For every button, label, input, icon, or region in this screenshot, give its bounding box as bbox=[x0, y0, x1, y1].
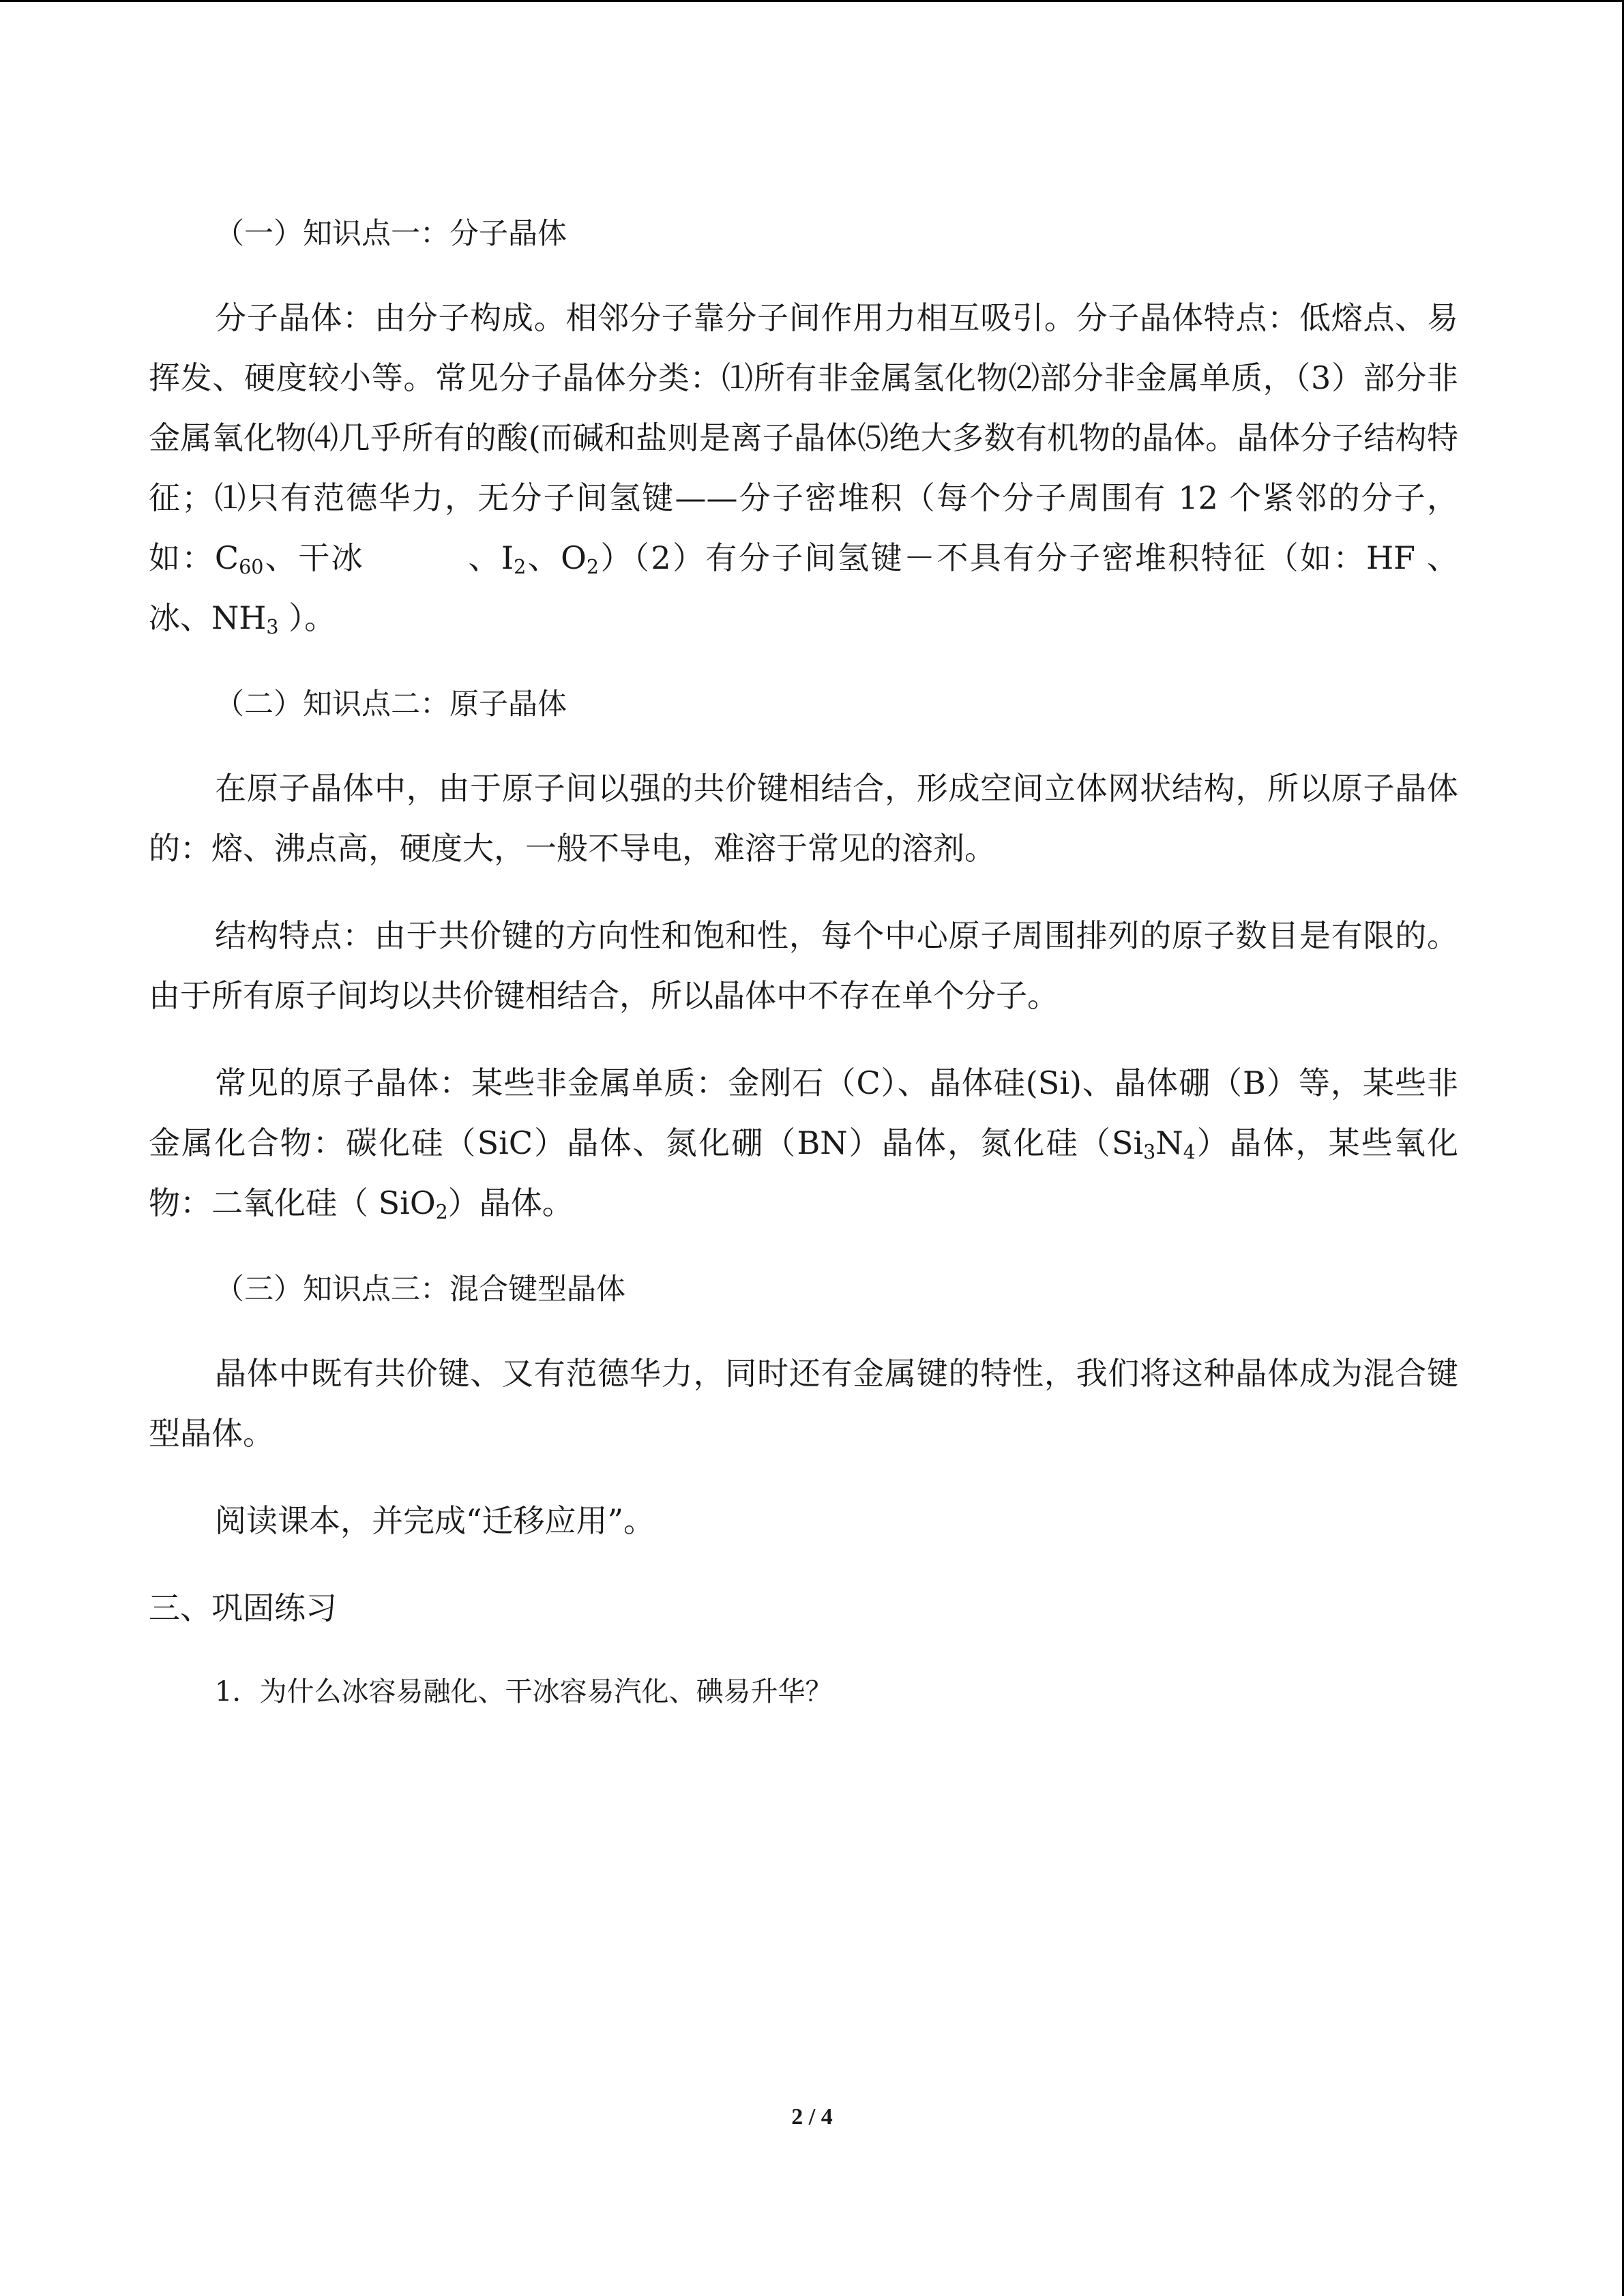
document-body bbox=[149, 205, 1458, 1721]
part-heading-practice: 三、巩固练习 bbox=[149, 1590, 337, 1626]
practice-question-1: 1．为什么冰容易融化、干冰容易汽化、碘易升华？ bbox=[215, 1676, 833, 1708]
text-run: 、干冰 bbox=[263, 539, 365, 576]
text-run: ）晶体，某些氧化物：二氧化硅（ SiO bbox=[149, 1124, 1459, 1221]
paragraph-molecular-crystal bbox=[149, 288, 1458, 648]
paragraph-atomic-crystal-examples bbox=[149, 1053, 1458, 1233]
section-heading-mixed-crystal: （三）知识点三：混合键型晶体 bbox=[215, 1272, 625, 1307]
page-number: 2 / 4 bbox=[791, 2104, 833, 2130]
paragraph-atomic-crystal-properties: 在原子晶体中，由于原子间以强的共价键相结合，形成空间立体网状结构，所以原子晶体的：熔、沸点高，硬度大，一般不导电，难溶于常见的溶剂。 bbox=[149, 770, 1458, 867]
paragraph-mixed-crystal: 晶体中既有共价键、又有范德华力，同时还有金属键的特性，我们将这种晶体成为混合键型晶体。 bbox=[149, 1355, 1458, 1452]
paragraph-atomic-crystal-structure: 结构特点：由于共价键的方向性和饱和性，每个中心原子周围排列的原子数目是有限的。由于所有原子间均以共价键相结合，所以晶体中不存在单个分子。 bbox=[149, 917, 1458, 1014]
section-heading-atomic-crystal: （二）知识点二：原子晶体 bbox=[215, 687, 567, 721]
section-heading-molecular-crystal: （一）知识点一：分子晶体 bbox=[215, 217, 567, 251]
subscript: 2 bbox=[586, 556, 599, 579]
text-run: 常见的原子晶体：某些非金属单质：金刚石（C）、晶体硅(Si)、晶体硼（B）等，某些非金属化合物：碳化硅（SiC）晶体、氮化硼（BN）晶体，氮化硅（Si bbox=[149, 1064, 1458, 1161]
text-run: 、O bbox=[526, 539, 587, 576]
subscript: 60 bbox=[239, 556, 264, 579]
text-run: N bbox=[1155, 1124, 1183, 1161]
subscript: 3 bbox=[1143, 1141, 1156, 1164]
text-run: ）（2）有分子间氢键－不具有分子密堆积特征（如：HF 、冰、NH bbox=[149, 539, 1459, 636]
text-run: 分子晶体：由分子构成。相邻分子靠分子间作用力相互吸引。分子晶体特点：低熔点、易挥发、硬度较小等。常见分子晶体分类：⑴所有非金属氢化物⑵部分非金属单质，（3）部分非金属氧化物⑷几乎所有的酸(而碱和盐则是离子晶体⑸绝大多数有机物的晶体。晶体分子结构特征；⑴只有范德华力，无分子间氢键——分子密堆积（每个分子周围有 12 个紧邻的分子，如：C bbox=[149, 299, 1458, 576]
subscript: 2 bbox=[435, 1201, 448, 1224]
subscript: 2 bbox=[514, 556, 527, 579]
subscript: 3 bbox=[266, 616, 279, 639]
text-run: ）。 bbox=[278, 599, 336, 636]
text-run: ）晶体。 bbox=[447, 1184, 574, 1221]
text-run: 、I bbox=[467, 539, 514, 576]
subscript: 4 bbox=[1183, 1141, 1196, 1164]
paragraph-reading-task: 阅读课本，并完成“迁移应用”。 bbox=[215, 1502, 655, 1539]
